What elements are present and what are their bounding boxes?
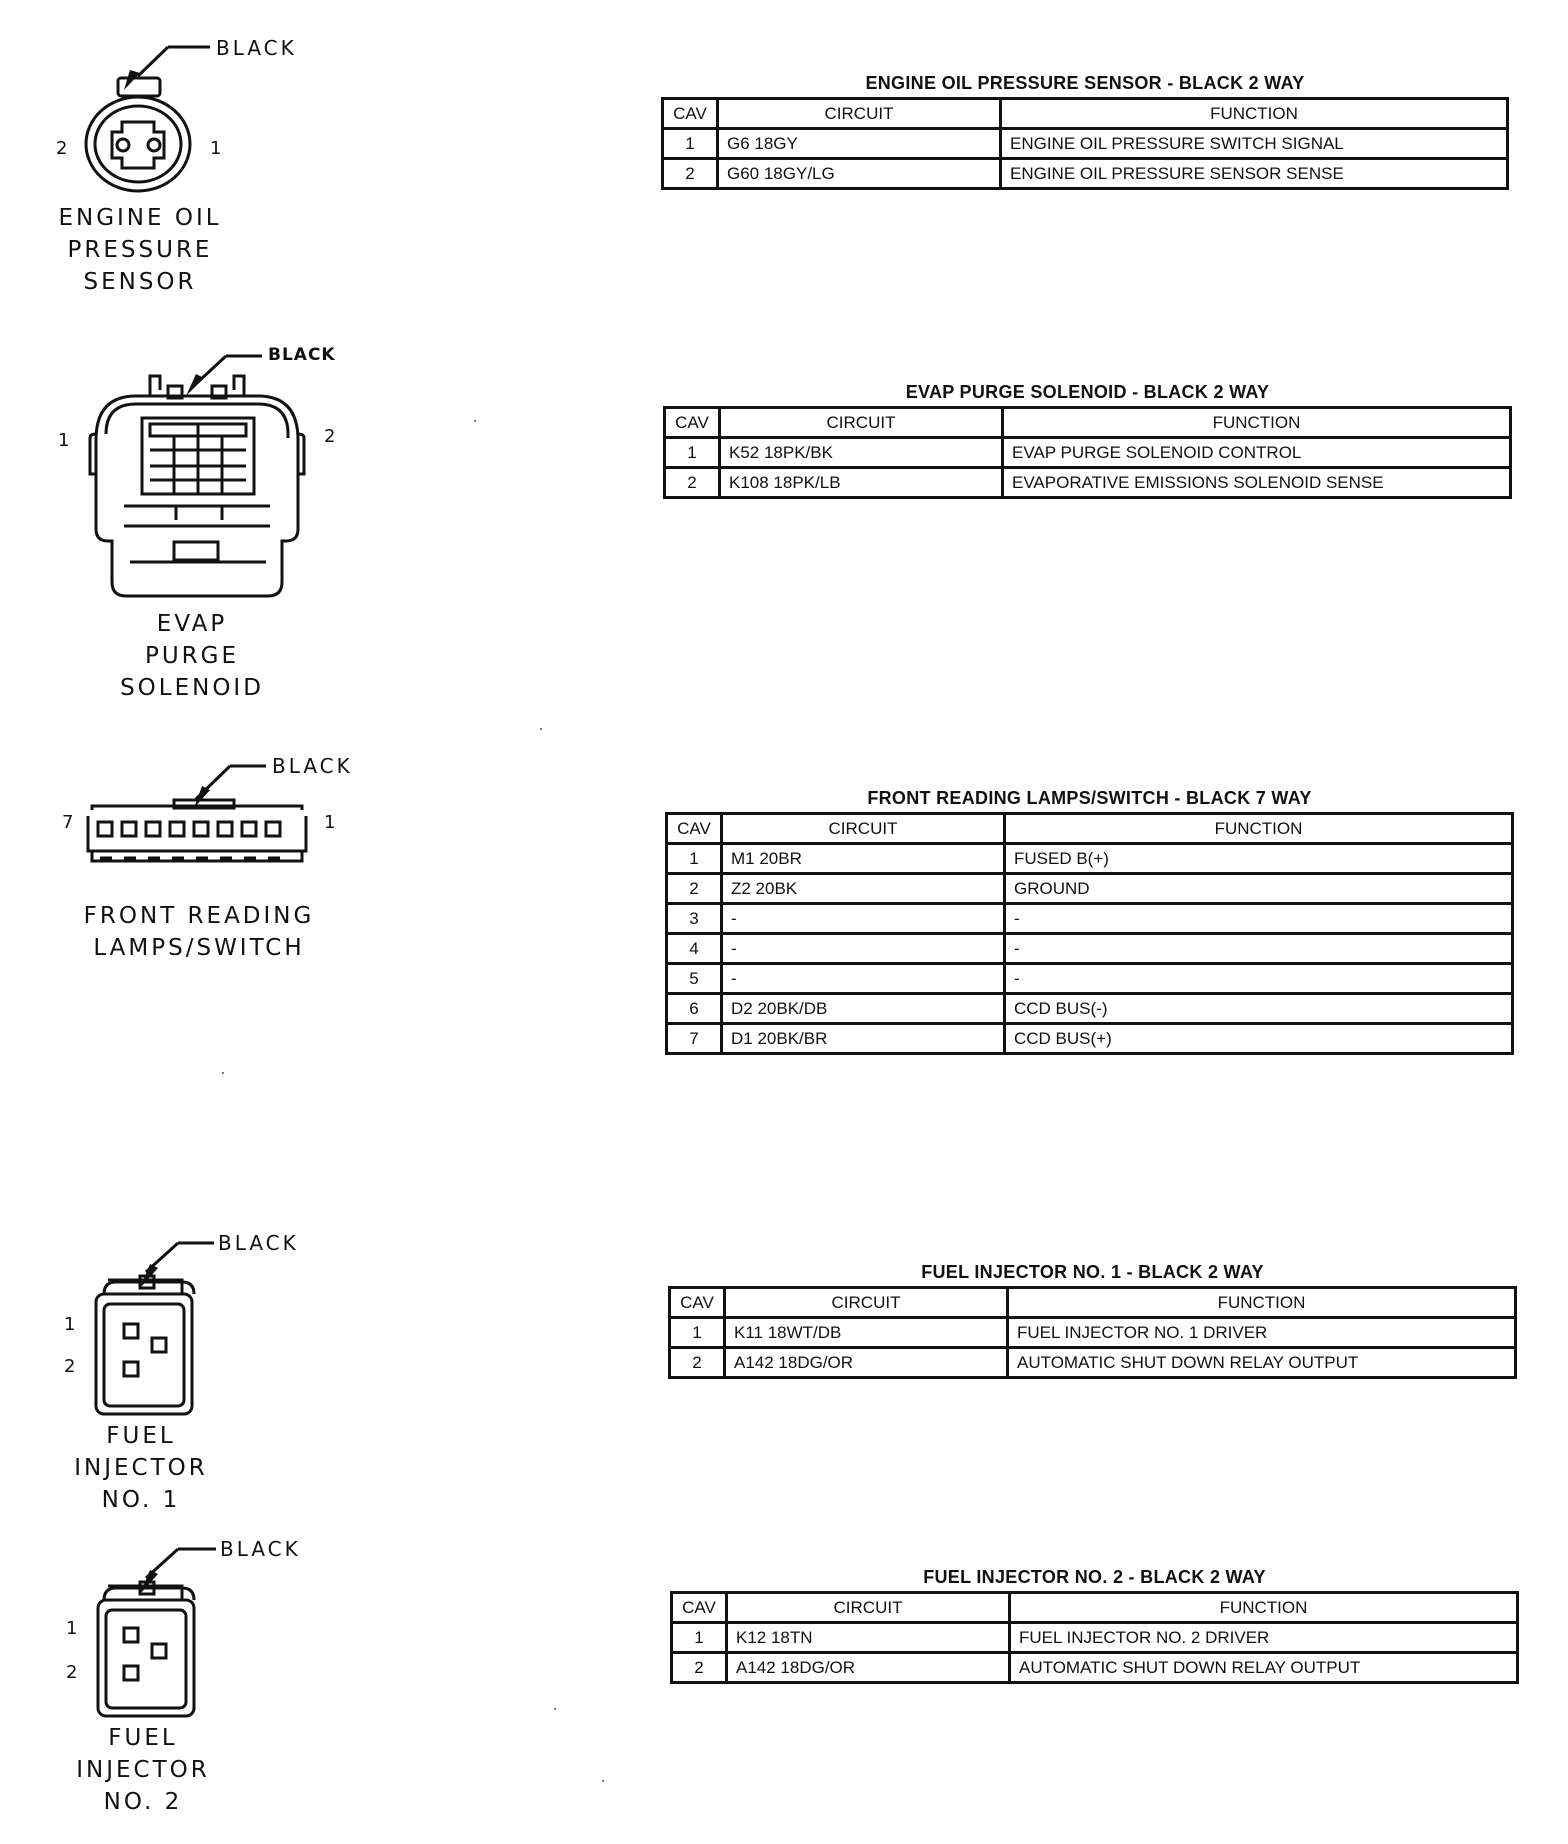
table-title: EVAP PURGE SOLENOID - BLACK 2 WAY	[905, 382, 1270, 402]
scan-speck	[602, 1780, 604, 1782]
cav-cell: 2	[665, 468, 720, 498]
header-circuit: CIRCUIT	[718, 99, 1001, 129]
function-cell: -	[1005, 934, 1513, 964]
header-function: FUNCTION	[1005, 814, 1513, 844]
table-header-row	[663, 99, 1508, 129]
function-cell: GROUND	[1005, 874, 1513, 904]
connector-name: FUEL INJECTOR NO. 2	[76, 1725, 210, 1815]
engine-oil-pressure-sensor-table	[661, 73, 1509, 190]
function-cell: FUSED B(+)	[1005, 844, 1513, 874]
cav-cell: 7	[667, 1024, 722, 1054]
table-header-row	[667, 814, 1513, 844]
fuel-injector-1-table	[668, 1262, 1517, 1379]
pin-label: 2	[64, 1356, 76, 1377]
black-callout: BLACK	[272, 754, 353, 778]
circuit-cell: -	[722, 904, 1005, 934]
table-title: ENGINE OIL PRESSURE SENSOR - BLACK 2 WAY	[865, 73, 1305, 93]
function-cell: AUTOMATIC SHUT DOWN RELAY OUTPUT	[1010, 1653, 1518, 1683]
table-header-row	[665, 408, 1511, 438]
cav-cell: 1	[670, 1318, 725, 1348]
table-title: FUEL INJECTOR NO. 1 - BLACK 2 WAY	[921, 1262, 1264, 1282]
table-row	[670, 1348, 1516, 1378]
cav-cell: 2	[670, 1348, 725, 1378]
pin-label: 2	[66, 1662, 78, 1683]
table-title: FUEL INJECTOR NO. 2 - BLACK 2 WAY	[923, 1567, 1266, 1587]
black-callout: BLACK	[268, 345, 336, 365]
header-cav: CAV	[667, 814, 722, 844]
pin-label: 1	[210, 138, 222, 159]
table-row	[667, 874, 1513, 904]
table-row	[667, 964, 1513, 994]
circuit-cell: K11 18WT/DB	[725, 1318, 1008, 1348]
circuit-cell: G6 18GY	[718, 129, 1001, 159]
fuel-injector-2-table	[670, 1567, 1519, 1684]
pin-label: 1	[58, 430, 70, 451]
cav-cell: 1	[667, 844, 722, 874]
cav-cell: 4	[667, 934, 722, 964]
pinout-table	[663, 406, 1512, 499]
cav-cell: 1	[672, 1623, 727, 1653]
header-function: FUNCTION	[1001, 99, 1508, 129]
connector-name: ENGINE OIL PRESSURE SENSOR	[58, 205, 222, 295]
pin-label: 1	[64, 1314, 76, 1335]
function-cell: EVAP PURGE SOLENOID CONTROL	[1003, 438, 1511, 468]
cav-cell: 1	[663, 129, 718, 159]
circuit-cell: D2 20BK/DB	[722, 994, 1005, 1024]
table-row	[672, 1653, 1518, 1683]
header-function: FUNCTION	[1008, 1288, 1516, 1318]
pin-label: 2	[324, 426, 336, 447]
function-cell: CCD BUS(-)	[1005, 994, 1513, 1024]
function-cell: FUEL INJECTOR NO. 2 DRIVER	[1010, 1623, 1518, 1653]
table-row	[670, 1318, 1516, 1348]
table-row	[672, 1623, 1518, 1653]
circuit-cell: K12 18TN	[727, 1623, 1010, 1653]
function-cell: FUEL INJECTOR NO. 1 DRIVER	[1008, 1318, 1516, 1348]
function-cell: -	[1005, 904, 1513, 934]
header-cav: CAV	[663, 99, 718, 129]
header-function: FUNCTION	[1003, 408, 1511, 438]
connector-name: EVAP PURGE SOLENOID	[120, 611, 264, 701]
pin-label: 1	[324, 812, 336, 833]
table-row	[663, 159, 1508, 189]
evap-purge-solenoid-figure	[0, 330, 400, 710]
table-row	[667, 934, 1513, 964]
connector-name: FUEL INJECTOR NO. 1	[74, 1423, 208, 1513]
function-cell: CCD BUS(+)	[1005, 1024, 1513, 1054]
table-row	[667, 904, 1513, 934]
pin-label: 1	[66, 1618, 78, 1639]
black-callout: BLACK	[220, 1537, 301, 1561]
function-cell: ENGINE OIL PRESSURE SENSOR SENSE	[1001, 159, 1508, 189]
header-circuit: CIRCUIT	[722, 814, 1005, 844]
scan-speck	[554, 1708, 556, 1710]
header-function: FUNCTION	[1010, 1593, 1518, 1623]
table-row	[665, 468, 1511, 498]
header-circuit: CIRCUIT	[720, 408, 1003, 438]
scan-speck	[540, 728, 542, 730]
circuit-cell: G60 18GY/LG	[718, 159, 1001, 189]
fuel-injector-1-figure	[0, 1210, 400, 1540]
function-cell: ENGINE OIL PRESSURE SWITCH SIGNAL	[1001, 129, 1508, 159]
cav-cell: 2	[667, 874, 722, 904]
header-cav: CAV	[670, 1288, 725, 1318]
pin-label: 7	[62, 812, 74, 833]
circuit-cell: D1 20BK/BR	[722, 1024, 1005, 1054]
circuit-cell: A142 18DG/OR	[725, 1348, 1008, 1378]
black-callout: BLACK	[218, 1231, 299, 1255]
circuit-cell: K108 18PK/LB	[720, 468, 1003, 498]
table-row	[665, 438, 1511, 468]
table-header-row	[672, 1593, 1518, 1623]
pin-label: 2	[56, 138, 68, 159]
black-callout: BLACK	[216, 36, 297, 60]
circuit-cell: Z2 20BK	[722, 874, 1005, 904]
header-circuit: CIRCUIT	[725, 1288, 1008, 1318]
table-row	[667, 844, 1513, 874]
pinout-table	[670, 1591, 1519, 1684]
pinout-table	[661, 97, 1509, 190]
table-header-row	[670, 1288, 1516, 1318]
header-cav: CAV	[672, 1593, 727, 1623]
function-cell: AUTOMATIC SHUT DOWN RELAY OUTPUT	[1008, 1348, 1516, 1378]
table-row	[667, 994, 1513, 1024]
pinout-table	[665, 812, 1514, 1055]
cav-cell: 1	[665, 438, 720, 468]
table-row	[663, 129, 1508, 159]
header-circuit: CIRCUIT	[727, 1593, 1010, 1623]
scan-speck	[474, 420, 476, 422]
engine-oil-pressure-sensor-figure	[0, 0, 400, 300]
evap-purge-solenoid-table	[663, 382, 1512, 499]
front-reading-lamps-table	[665, 788, 1514, 1055]
front-reading-lamps-figure	[0, 740, 400, 980]
cav-cell: 6	[667, 994, 722, 1024]
cav-cell: 5	[667, 964, 722, 994]
connector-name: FRONT READING LAMPS/SWITCH	[83, 903, 315, 961]
circuit-cell: M1 20BR	[722, 844, 1005, 874]
scan-speck	[222, 1072, 224, 1074]
circuit-cell: A142 18DG/OR	[727, 1653, 1010, 1683]
function-cell: EVAPORATIVE EMISSIONS SOLENOID SENSE	[1003, 468, 1511, 498]
circuit-cell: -	[722, 964, 1005, 994]
cav-cell: 3	[667, 904, 722, 934]
table-row	[667, 1024, 1513, 1054]
cav-cell: 2	[663, 159, 718, 189]
pinout-table	[668, 1286, 1517, 1379]
cav-cell: 2	[672, 1653, 727, 1683]
fuel-injector-2-figure	[0, 1516, 400, 1844]
function-cell: -	[1005, 964, 1513, 994]
header-cav: CAV	[665, 408, 720, 438]
circuit-cell: -	[722, 934, 1005, 964]
table-title: FRONT READING LAMPS/SWITCH - BLACK 7 WAY	[867, 788, 1312, 808]
circuit-cell: K52 18PK/BK	[720, 438, 1003, 468]
